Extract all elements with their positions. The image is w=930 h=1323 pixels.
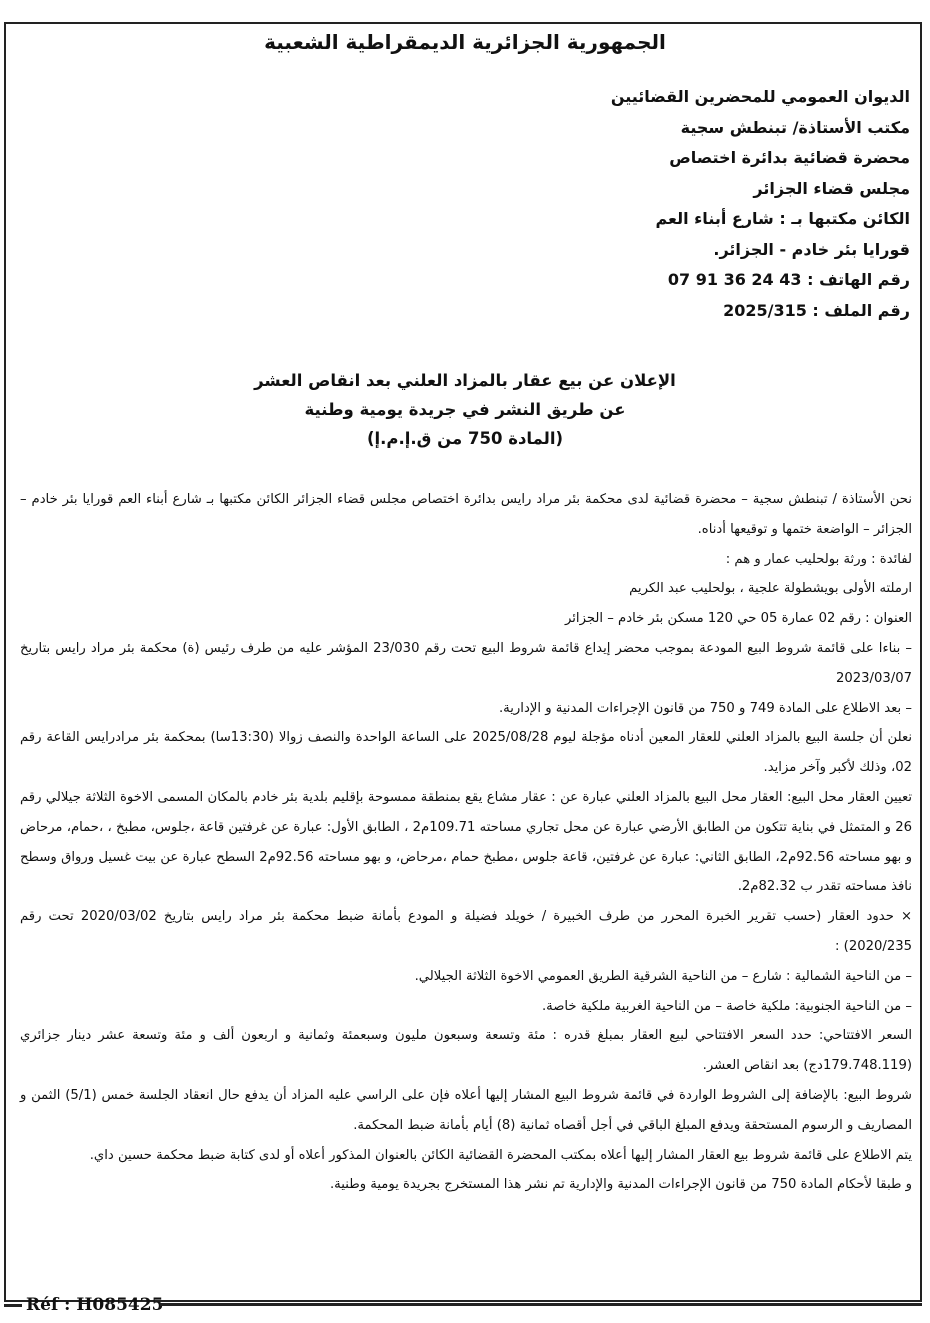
ref-right-rule <box>160 1303 922 1306</box>
republic-heading: الجمهورية الجزائرية الديمقراطية الشعبية <box>264 30 666 54</box>
header-file-number: رقم الملف : 2025/315 <box>723 300 910 320</box>
body-paragraph: نعلن أن جلسة البيع بالمزاد العلني للعقار المعين أدناه مؤجلة ليوم 2025/08/28 على الساعة الواحدة والنصف زوالا (13:30سا) بمحكمة بئر مرادرايس القاعة رقم 02، وذلك لأكبر وآخر مزايد. <box>20 730 912 776</box>
body-paragraph: و طبقا لأحكام المادة 750 من قانون الإجراءات المدنية والإدارية تم نشر هذا المستخرج بجريدة يومية وطنية. <box>329 1177 912 1193</box>
title-line: الإعلان عن بيع عقار بالمزاد العلني بعد انقاص العشر <box>254 371 676 390</box>
body-paragraph: تعيين العقار محل البيع: العقار محل البيع بالمزاد العلني عبارة عن : عقار مشاع يقع بمنطقة ممسوحة بإقليم بلدية بئر خادم بالمكان المسمى الاخوة الثلاثة جيلالي رقم 26 و المتمثل في بناية تتكون من الطابق الأرضي عبارة عن محل تجاري مساحته 109.71م2 ، الطابق الأول: عبارة عن غرفتين قاعة ،جلوس، مطبخ ، ،حمام، مرحاض و بهو مساحته 92.56م2، الطابق الثاني: عبارة عن غرفتين، قاعة جلوس ،مطبخ حمام ،مرحاض، و بهو مساحته 92.56م2 السطح عبارة عن بيت غسيل ورواق وسطح نافذ مساحته تقدر ب 82.32م2. <box>20 789 913 895</box>
body-paragraph: × حدود العقار (حسب تقرير الخبرة المحرر من طرف الخبيرة / خويلد فضيلة و المودع بأمانة ضبط محكمة بئر مراد رايس بتاريخ 2020/03/02 تحت رقم 2020/235) : <box>20 909 912 954</box>
announcement-title <box>0 366 930 453</box>
body-paragraph: – من الناحية الشمالية : شارع – من الناحية الشرقية الطريق العمومي الاخوة الثلاثة الجيلالي. <box>414 968 912 984</box>
body-paragraph: شروط البيع: بالإضافة إلى الشروط الواردة في قائمة شروط البيع المشار إليها أعلاه فإن على الراسي عليه المزاد أن يدفع حال انعقاد الجلسة خمس (5/1) الثمن و المصاريف و الرسوم المستحقة ويدفع المبلغ الباقي في أجل أقصاه ثمانية (8) أيام بأمانة ضبط المحكمة. <box>20 1087 912 1133</box>
header-phone: رقم الهاتف : 43 24 36 91 07 <box>667 270 910 289</box>
body-paragraph: – بعد الاطلاع على المادة 749 و 750 من قانون الإجراءات المدنية و الإدارية. <box>498 700 912 716</box>
announcement-body <box>20 485 912 1200</box>
body-paragraph: يتم الاطلاع على قائمة شروط بيع العقار المشار إليها أعلاه بمكتب المحضرة القضائية الكائن بالعنوان المذكور أعلاه أو لدى كتابة ضبط محكمة حسين داي. <box>89 1147 912 1163</box>
header-line: مجلس قضاء الجزائر <box>753 178 910 198</box>
header-line: مكتب الأستاذة/ تبنطش سجية <box>680 117 910 137</box>
ref-left-rule <box>4 1304 22 1307</box>
header-line: محضرة قضائية بدائرة اختصاص <box>669 148 910 167</box>
body-paragraph: لفائدة : ورثة بولحليب عمار و هم : <box>725 551 912 567</box>
body-paragraph: – من الناحية الجنوبية: ملكية خاصة – من الناحية الغربية ملكية خاصة. <box>541 998 912 1014</box>
body-paragraph: نحن الأستاذة / تبنطش سجية – محضرة قضائية لدى محكمة بئر مراد رايس بدائرة اختصاص مجلس قضاء الجزائر الكائن مكتبها بـ شارع أبناء العم قورايا بئر خادم – الجزائر – الواضعة ختمها و توقيعها أدناه. <box>20 492 912 537</box>
body-paragraph: السعر الافتتاحي: حدد السعر الافتتاحي لبيع العقار بمبلغ قدره : مئة وتسعة وسبعون مليون وسبعمئة وثمانية و اربعون ألف و مئة وتسعة عشر دينار جزائري (179.748.119دج) بعد انقاص العشر. <box>20 1028 912 1074</box>
body-paragraph: العنوان : رقم 02 عمارة 05 حي 120 مسكن بئر خادم – الجزائر <box>564 611 912 627</box>
bailiff-header <box>310 82 910 326</box>
body-paragraph: – بناءا على قائمة شروط البيع المودعة بموجب محضر إيداع قائمة شروط البيع تحت رقم 23/030 المؤشر عليه من طرف رئيس (ة) محكمة بئر مراد رايس بتاريخ 2023/03/07 <box>20 640 912 686</box>
body-paragraph: ارملته الأولى بويشطولة علجية ، بولحليب عبد الكريم <box>629 581 912 597</box>
header-line: قورايا بئر خادم - الجزائر. <box>713 239 910 259</box>
title-article: (المادة 750 من ق.إ.م.إ) <box>366 429 564 448</box>
reference-footer <box>4 1295 163 1315</box>
title-line: عن طريق النشر في جريدة يومية وطنية <box>304 400 626 419</box>
header-line: الديوان العمومي للمحضرين القضائيين <box>610 87 910 106</box>
reference-number: Réf : H085425 <box>26 1295 164 1315</box>
header-line: الكائن مكتبها بـ : شارع أبناء العم <box>655 209 910 228</box>
